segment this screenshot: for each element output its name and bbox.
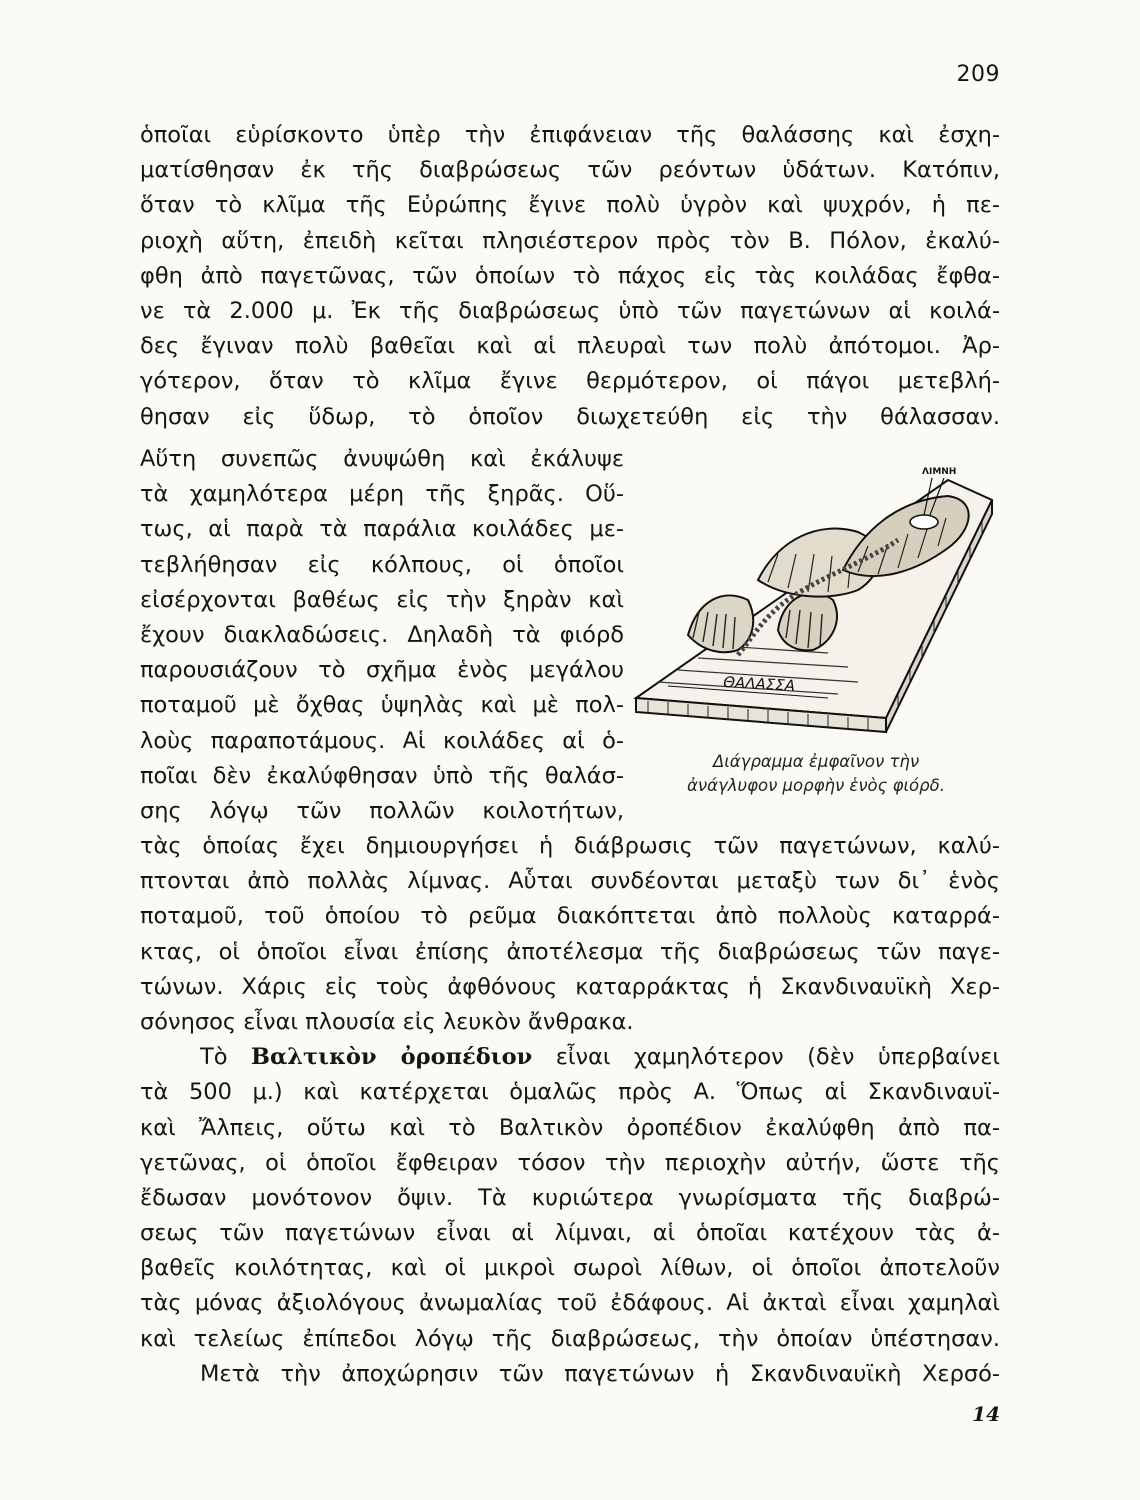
- fjord-relief-illustration: [628, 460, 1000, 750]
- caption-line: ἀνάγλυφον μορφὴν ἑνὸς φιόρδ.: [687, 776, 945, 795]
- text-line: τὰς ὁποίας ἔχει δημιουργήσει ἡ διάβρωσις τῶν παγετώνων, καλύ-: [140, 833, 1000, 859]
- text-line: τὰς μόνας ἀξιολόγους ἀνωμαλίας τοῦ ἐδάφους. Αἱ ἀκταὶ εἶναι χαμηλαὶ: [140, 1290, 1000, 1317]
- text-line: τὰ 500 μ.) καὶ κατέρχεται ὁμαλῶς πρὸς Α. Ὅπως αἱ Σκανδιναυϊ-: [140, 1079, 1000, 1106]
- lake-shape: [910, 515, 938, 529]
- text-line: ποταμοῦ, τοῦ ὁποίου τὸ ρεῦμα διακόπτεται ἀπὸ πολλοὺς καταρρά-: [140, 903, 1000, 930]
- text-line: ὅταν τὸ κλῖμα τῆς Εὐρώπης ἔγινε πολὺ ὑγρὸν καὶ ψυχρόν, ἡ πε-: [140, 192, 1000, 219]
- figure-caption: [636, 750, 996, 798]
- text-line: εἰσέρχονται βαθέως εἰς τὴν ξηρὰν καὶ: [140, 586, 624, 613]
- paragraph-lower: [140, 829, 1000, 1392]
- text-line: νε τὰ 2.000 μ. Ἐκ τῆς διαβρώσεως ὑπὸ τῶν παγετώνων αἱ κοιλά-: [140, 297, 1000, 324]
- text-line: τως, αἱ παρὰ τὰ παράλια κοιλάδες με-: [140, 516, 624, 543]
- text-line: ριοχὴ αὕτη, ἐπειδὴ κεῖται πλησιέστερον πρὸς τὸν Β. Πόλον, ἐκαλύ-: [140, 227, 1000, 254]
- text-line: σης λόγῳ τῶν πολλῶν κοιλοτήτων,: [140, 797, 624, 824]
- text-line: βαθεῖς κοιλότητας, καὶ οἱ μικροὶ σωροὶ λίθων, οἱ ὁποῖοι ἀποτελοῦν: [140, 1255, 1000, 1282]
- signature-mark: 14: [972, 1402, 1000, 1426]
- text-line: ματίσθησαν ἐκ τῆς διαβρώσεως τῶν ρεόντων ὑδάτων. Κατόπιν,: [140, 157, 1000, 184]
- text-line: καὶ τελείως ἐπίπεδοι λόγῳ τῆς διαβρώσεως, τὴν ὁποίαν ὑπέστησαν.: [140, 1325, 1000, 1352]
- text-line: ἔδωσαν μονότονον ὄψιν. Τὰ κυριώτερα γνωρίσματα τῆς διαβρώ-: [140, 1184, 1000, 1211]
- text-line: κτας, οἱ ὁποῖοι εἶναι ἐπίσης ἀποτέλεσμα τῆς διαβρώσεως τῶν παγε-: [140, 938, 1000, 965]
- text-line: τεβλήθησαν εἰς κόλπους, οἱ ὁποῖοι: [140, 551, 624, 578]
- text-line: πτονται ἀπὸ πολλὰς λίμνας. Αὗται συνδέονται μεταξὺ των δι᾽ ἑνὸς: [140, 868, 1000, 895]
- text-line: σόνησος εἶναι πλουσία εἰς λευκὸν ἄνθρακα.: [140, 1008, 634, 1035]
- paragraph-fjord-formation: [140, 118, 1000, 435]
- text-line: τώνων. Χάρις εἰς τοὺς ἀφθόνους καταρράκτας ἡ Σκανδιναυϊκὴ Χερ-: [140, 973, 1000, 1000]
- lake-label: ΛΙΜΝΗ: [922, 467, 957, 477]
- text-line: γετῶνας, οἱ ὁποῖοι ἔφθειραν τόσον τὴν περιοχὴν αὐτήν, ὥστε τῆς: [140, 1149, 1000, 1176]
- baltic-first-line: Τὸ Βαλτικὸν ὀροπέδιον εἶναι χαμηλότερον (δὲν ὑπερβαίνει: [200, 1044, 1000, 1071]
- text-line: ποῖαι δὲν ἐκαλύφθησαν ὑπὸ τῆς θαλάσ-: [140, 762, 624, 789]
- paragraph-beside-figure: [140, 442, 624, 829]
- sea-label: ΘΑΛΑΣΣΑ: [722, 673, 796, 695]
- text-line: φθη ἀπὸ παγετῶνας, τῶν ὁποίων τὸ πάχος εἰς τὰς κοιλάδας ἔφθα-: [140, 262, 1000, 289]
- text-line: θησαν εἰς ὕδωρ, τὸ ὁποῖον διωχετεύθη εἰς τὴν θάλασσαν.: [140, 403, 1000, 430]
- caption-line: Διάγραμμα ἐμφαῖνον τὴν: [712, 752, 920, 771]
- text-line: ὁποῖαι εὑρίσκοντο ὑπὲρ τὴν ἐπιφάνειαν τῆς θαλάσσης καὶ ἐσχη-: [140, 122, 1000, 148]
- text-line: ποταμοῦ μὲ ὄχθας ὑψηλὰς καὶ μὲ πολ-: [140, 692, 624, 719]
- text-line: τὰ χαμηλότερα μέρη τῆς ξηρᾶς. Οὕ-: [140, 481, 624, 508]
- text-line: δες ἔγιναν πολὺ βαθεῖαι καὶ αἱ πλευραὶ των πολὺ ἀπότομοι. Ἀρ-: [140, 333, 1000, 360]
- mountain-left: [688, 595, 753, 652]
- page-number: 209: [956, 62, 1000, 87]
- text-line: Μετὰ τὴν ἀποχώρησιν τῶν παγετώνων ἡ Σκανδιναυϊκὴ Χερσό-: [200, 1360, 1000, 1387]
- text-line: γότερον, ὅταν τὸ κλῖμα ἔγινε θερμότερον, οἱ πάγοι μετεβλή-: [140, 368, 1000, 395]
- text-line: ἔχουν διακλαδώσεις. Δηλαδὴ τὰ φιόρδ: [140, 621, 624, 648]
- text-line: παρουσιάζουν τὸ σχῆμα ἑνὸς μεγάλου: [140, 657, 624, 684]
- text-line: λοὺς παραποτάμους. Αἱ κοιλάδες αἱ ὁ-: [140, 727, 624, 754]
- text-line: καὶ Ἄλπεις, οὕτω καὶ τὸ Βαλτικὸν ὀροπέδιον ἐκαλύφθη ἀπὸ πα-: [140, 1114, 1000, 1141]
- text-line: σεως τῶν παγετώνων εἶναι αἱ λίμναι, αἱ ὁποῖαι κατέχουν τὰς ἀ-: [140, 1220, 1000, 1247]
- text-line: Αὕτη συνεπῶς ἀνυψώθη καὶ ἐκάλυψε: [140, 446, 624, 472]
- baltic-plateau-term: Βαλτικὸν ὀροπέδιον: [250, 1044, 533, 1071]
